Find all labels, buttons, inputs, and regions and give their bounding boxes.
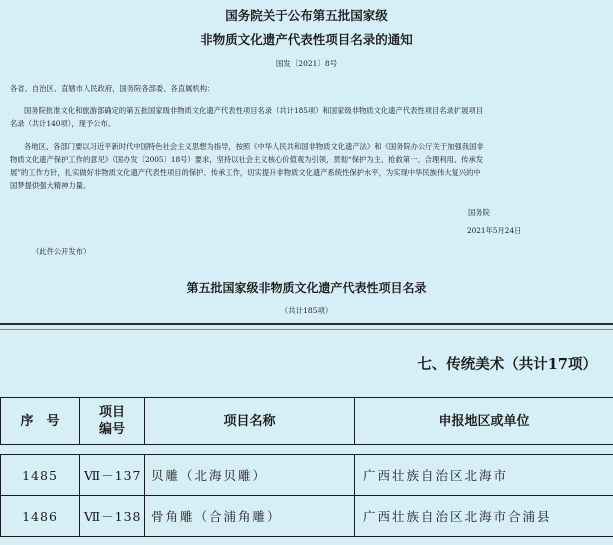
cell-seq: 1486 — [1, 496, 80, 537]
list-title: 第五批国家级非物质文化遗产代表性项目名录 — [186, 281, 427, 295]
cell-code: Ⅶ－138 — [80, 496, 145, 537]
project-table — [0, 397, 613, 537]
notice-title-line2: 非物质文化遗产代表性项目名录的通知 — [200, 32, 413, 47]
notice-title-line1: 国务院关于公布第五批国家级 — [225, 8, 388, 23]
paragraph-2-line-3: 展”的工作方针，扎实做好非物质文化遗产代表性项目的保护、传承工作，切实提升非物质文化遗产系统性保护水平，为实现中华民族伟大复兴的中 — [10, 168, 481, 177]
salutation: 各省、自治区、直辖市人民政府，国务院各部委、各直属机构： — [10, 84, 215, 93]
signature-date: 2021年5月24日 — [467, 226, 522, 235]
paragraph-1-line-1: 国务院批准文化和旅游部确定的第五批国家级非物质文化遗产代表性项目名录（共计185项）和国家级非物质文化遗产代表性项目名录扩展项目 — [24, 106, 484, 115]
cell-region: 广西壮族自治区北海市 — [355, 455, 613, 496]
cell-code: Ⅶ－137 — [80, 455, 145, 496]
header-seq: 序 号 — [1, 398, 80, 445]
table-row — [1, 455, 613, 496]
table-header-row — [1, 398, 613, 445]
header-region: 申报地区或单位 — [355, 398, 613, 445]
table-row — [1, 496, 613, 537]
divider — [0, 323, 613, 325]
cell-region: 广西壮族自治区北海市合浦县 — [355, 496, 613, 537]
document-number: 国发〔2021〕8号 — [275, 59, 338, 68]
signature: 国务院 — [468, 208, 490, 217]
disclosure-note: （此件公开发布） — [32, 247, 91, 256]
list-total: （共计185项） — [280, 306, 333, 315]
divider — [0, 329, 613, 330]
cell-name: 骨角雕（合浦角雕） — [145, 496, 355, 537]
header-name: 项目名称 — [145, 398, 355, 445]
paragraph-2-line-2: 物质文化遗产保护工作的意见》（国办发〔2005〕18号）要求，坚持以社会主义核心价值观为引领，贯彻“保护为主、抢救第一、合理利用、传承发 — [10, 155, 484, 164]
header-code-line2: 编号 — [98, 422, 125, 437]
paragraph-2-line-4: 国梦提供强大精神力量。 — [10, 181, 91, 190]
header-code-line1: 项目 — [98, 405, 125, 420]
section-heading: 七、传统美术（共计17项） — [417, 356, 597, 373]
paragraph-2-line-1: 各地区、各部门要以习近平新时代中国特色社会主义思想为指导，按照《中华人民共和国非物质文化遗产法》和《国务院办公厅关于加强我国非 — [24, 142, 484, 151]
cell-name: 贝雕（北海贝雕） — [145, 455, 355, 496]
cell-seq: 1485 — [1, 455, 80, 496]
paragraph-1-line-2: 名录（共计140项），现予公布。 — [10, 119, 116, 128]
table-spacer-row — [1, 445, 613, 455]
header-code — [80, 398, 145, 445]
